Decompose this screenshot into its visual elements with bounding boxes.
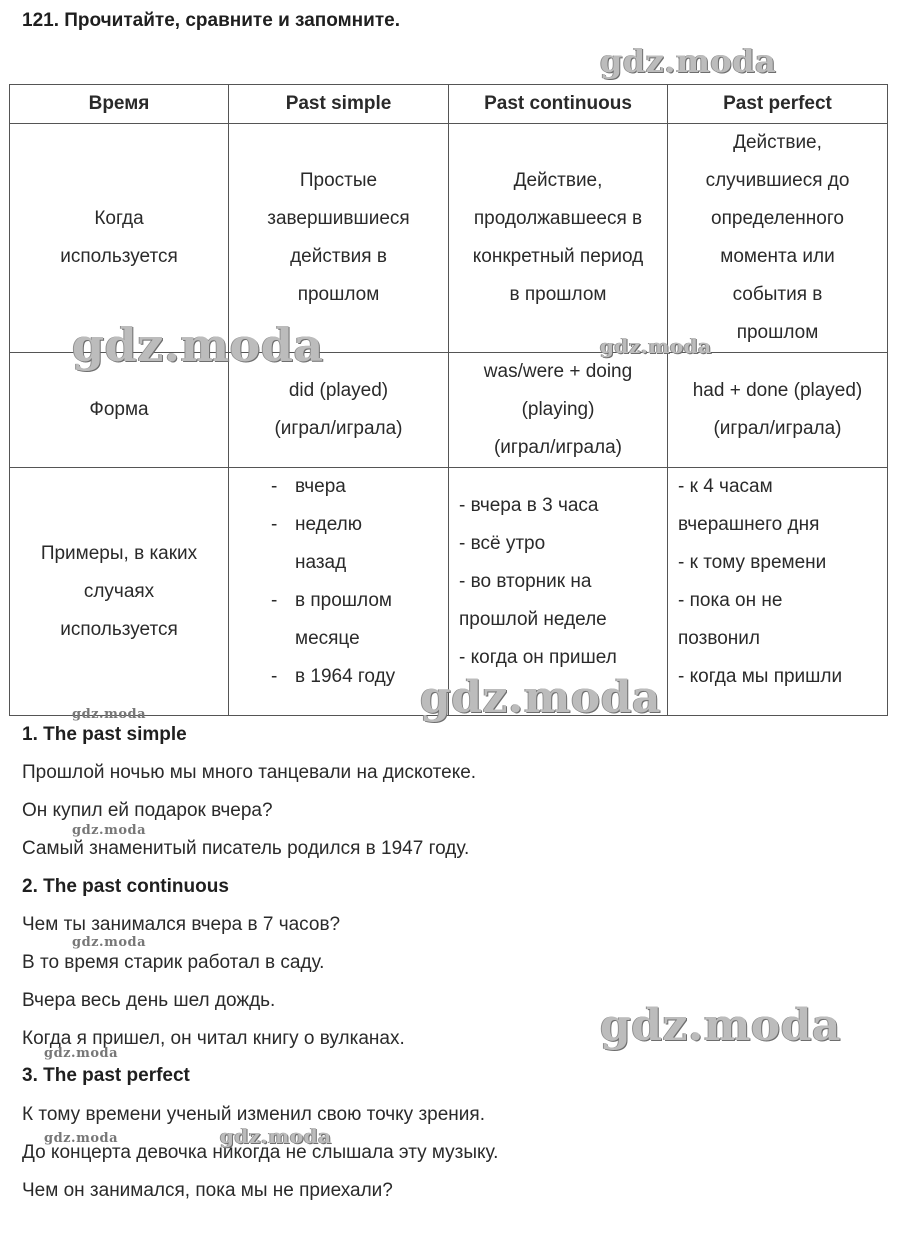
usage-label: Когда используется bbox=[10, 124, 229, 353]
form-past-simple: did (played) (играл/играла) bbox=[229, 353, 449, 468]
examples-past-simple-list bbox=[233, 468, 444, 696]
examples-past-simple bbox=[229, 468, 449, 716]
sentence: Чем ты занимался вчера в 7 часов? bbox=[22, 914, 341, 935]
examples-past-perfect: - к 4 часам вчерашнего дня - к тому времени - пока он не позвонил - когда мы пришли bbox=[668, 468, 888, 716]
grammar-table bbox=[9, 84, 888, 716]
header-past-continuous: Past continuous bbox=[449, 85, 668, 124]
sentence: Когда я пришел, он читал книгу о вулканах. bbox=[22, 1028, 405, 1049]
task-title: 121. Прочитайте, сравните и запомните. bbox=[22, 10, 400, 31]
usage-past-perfect: Действие, случившиеся до определенного момента или события в прошлом bbox=[668, 124, 888, 353]
list-item: назад bbox=[295, 552, 347, 573]
section-heading-past-continuous: 2. The past continuous bbox=[22, 876, 229, 897]
watermark: gdz.moda bbox=[72, 707, 147, 722]
sentence: К тому времени ученый изменил свою точку зрения. bbox=[22, 1104, 485, 1125]
header-past-simple: Past simple bbox=[229, 85, 449, 124]
header-past-perfect: Past perfect bbox=[668, 85, 888, 124]
header-time: Время bbox=[10, 85, 229, 124]
section-heading-past-simple: 1. The past simple bbox=[22, 724, 187, 745]
watermark: gdz.moda bbox=[72, 823, 147, 838]
watermark: gdz.moda bbox=[600, 334, 712, 358]
list-item: - вчера bbox=[271, 476, 346, 497]
watermark: gdz.moda bbox=[600, 42, 777, 80]
sentence: Вчера весь день шел дождь. bbox=[22, 990, 276, 1011]
watermark: gdz.moda bbox=[72, 935, 147, 950]
watermark: gdz.moda bbox=[600, 1000, 842, 1051]
watermark: gdz.moda bbox=[72, 318, 324, 372]
sentence: Чем он занимался, пока мы не приехали? bbox=[22, 1180, 393, 1201]
list-item: - в 1964 году bbox=[271, 666, 396, 687]
sentence: Он купил ей подарок вчера? bbox=[22, 800, 273, 821]
table-header-row bbox=[10, 85, 888, 124]
sentence: В то время старик работал в саду. bbox=[22, 952, 325, 973]
watermark: gdz.moda bbox=[220, 1124, 332, 1148]
examples-label: Примеры, в каких случаях используется bbox=[10, 468, 229, 716]
list-item: месяце bbox=[295, 628, 360, 649]
watermark: gdz.moda bbox=[44, 1131, 119, 1146]
examples-past-continuous: - вчера в 3 часа - всё утро - во вторник на прошлой неделе - когда он пришел bbox=[449, 468, 668, 716]
watermark: gdz.moda bbox=[420, 672, 662, 723]
usage-past-continuous: Действие, продолжавшееся в конкретный период в прошлом bbox=[449, 124, 668, 353]
sentence: Прошлой ночью мы много танцевали на дискотеке. bbox=[22, 762, 477, 783]
watermark: gdz.moda bbox=[44, 1046, 119, 1061]
sentence: До концерта девочка никогда не слышала эту музыку. bbox=[22, 1142, 499, 1163]
section-heading-past-perfect: 3. The past perfect bbox=[22, 1065, 190, 1086]
usage-past-simple: Простые завершившиеся действия в прошлом bbox=[229, 124, 449, 353]
list-item: - неделю bbox=[271, 514, 363, 535]
form-past-perfect: had + done (played) (играл/играла) bbox=[668, 353, 888, 468]
form-label: Форма bbox=[10, 353, 229, 468]
form-past-continuous: was/were + doing (playing) (играл/играла) bbox=[449, 353, 668, 468]
sentence: Самый знаменитый писатель родился в 1947 году. bbox=[22, 838, 470, 859]
list-item: - в прошлом bbox=[271, 590, 392, 611]
